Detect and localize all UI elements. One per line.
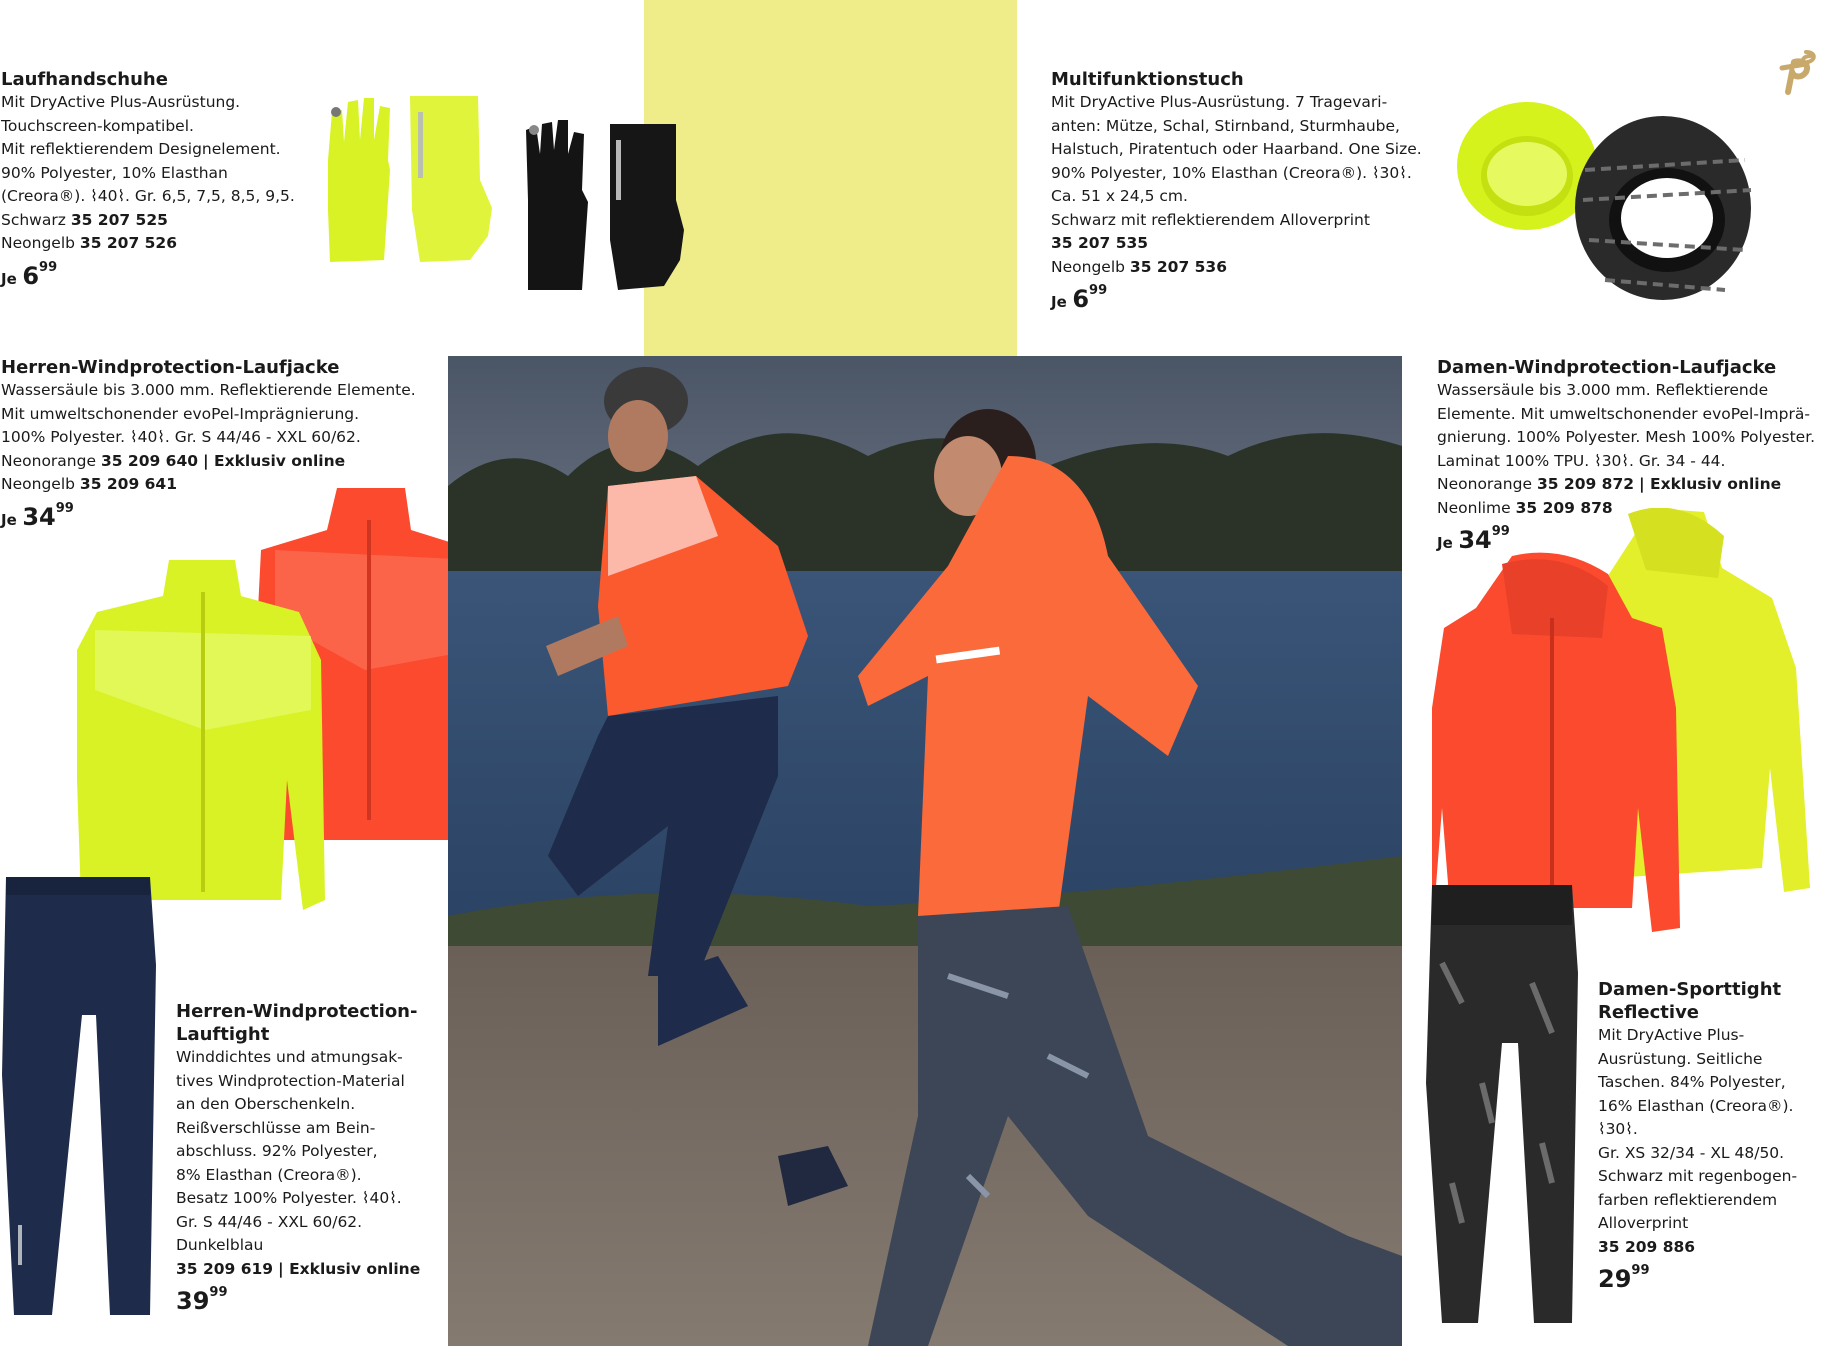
scarf-info: [1051, 68, 1431, 313]
women-tight-price: $29^{99}$: [1598, 1263, 1650, 1293]
men-tight-line: Besatz 100% Polyester. ⌇40⌇.: [176, 1189, 402, 1207]
scarf-line: Schwarz mit reflektierendem Alloverprint: [1051, 210, 1370, 229]
gloves-variant-schwarz: Schwarz 35 207 525: [1, 210, 168, 229]
women-jacket-line: Elemente. Mit umweltschonender evoPel-Imprä-: [1437, 404, 1810, 423]
scarf-line: Ca. 51 x 24,5 cm.: [1051, 187, 1188, 205]
article-number: 35 209 878: [1515, 498, 1613, 517]
gloves-info: [1, 68, 301, 290]
gloves-line: Mit reflektierendem Designelement.: [1, 140, 281, 158]
women-jacket-title: Damen-Windprotection-Laufjacke: [1437, 357, 1777, 378]
scarf-line: Mit DryActive Plus-Ausrüstung. 7 Tragevari-: [1051, 93, 1388, 111]
men-tight-line: Reißverschlüsse am Bein-: [176, 1118, 376, 1137]
men-jacket-line: Mit umweltschonender evoPel-Imprägnierung.: [1, 404, 360, 423]
men-tight-line: Dunkelblau: [176, 1236, 264, 1254]
article-number: 35 209 640: [100, 451, 199, 470]
runners-photo: [448, 356, 1402, 1346]
women-tight-line: farben reflektierendem: [1598, 1190, 1778, 1209]
women-tight-line: 16% Elasthan (Creora®). ⌇30⌇.: [1598, 1096, 1794, 1138]
men-tight-price: $39^{99}$: [176, 1285, 228, 1315]
gloves-price: Je $6^{99}$: [1, 259, 58, 290]
gloves-variant-neongelb: Neongelb 35 207 526: [1, 234, 177, 252]
article-number: 35 207 535: [1051, 234, 1149, 252]
article-number: 35 209 619: [176, 1259, 274, 1278]
women-tight-line: Mit DryActive Plus-: [1598, 1026, 1745, 1044]
men-jacket-variant-neongelb: Neongelb 35 209 641: [1, 475, 177, 493]
gloves-line: (Creora®). ⌇40⌇. Gr. 6,5, 7,5, 8,5, 9,5.: [1, 187, 295, 205]
men-jacket-title: Herren-Windprotection-Laufjacke: [1, 357, 340, 378]
men-jacket-line: Wassersäule bis 3.000 mm. Reflektierende Elemente.: [1, 381, 416, 399]
women-jacket-line: Laminat 100% TPU. ⌇30⌇. Gr. 34 - 44.: [1437, 451, 1726, 470]
men-jacket-price: Je $34^{99}$: [1, 500, 74, 531]
men-tight-line: tives Windprotection-Material: [176, 1071, 405, 1090]
scarf-line: anten: Mütze, Schal, Stirnband, Sturmhaube,: [1051, 116, 1400, 135]
gloves-line: 90% Polyester, 10% Elasthan: [1, 163, 228, 182]
men-tight-image: [0, 875, 160, 1315]
men-tight-line: an den Oberschenkeln.: [176, 1095, 356, 1113]
women-tight-title: Damen-Sporttight Reflective: [1598, 979, 1782, 1023]
gloves-line: Touchscreen-kompatibel.: [1, 116, 194, 135]
yellow-accent-block: [644, 0, 1017, 356]
men-tight-info: [176, 1000, 446, 1315]
men-jacket-line: 100% Polyester. ⌇40⌇. Gr. S 44/46 - XXL 60/62.: [1, 428, 361, 446]
women-jacket-variant-neonlime: Neonlime 35 209 878: [1437, 498, 1613, 517]
article-number: 35 209 872: [1536, 475, 1635, 493]
women-tight-line: Alloverprint: [1598, 1214, 1689, 1232]
men-tight-line: abschluss. 92% Polyester,: [176, 1142, 378, 1160]
scarf-price: Je $6^{99}$: [1051, 283, 1108, 313]
women-tight-line: Taschen. 84% Polyester,: [1598, 1073, 1786, 1091]
men-tight-title: Herren-Windprotection- Lauftight: [176, 1001, 418, 1045]
gloves-title: Laufhandschuhe: [1, 69, 168, 90]
men-tight-line: Winddichtes und atmungsak-: [176, 1048, 403, 1066]
scarf-variant-neongelb: Neongelb 35 207 536: [1051, 257, 1227, 276]
article-number: 35 207 526: [79, 234, 177, 252]
article-number: 35 207 536: [1129, 257, 1227, 276]
scarf-title: Multifunktionstuch: [1051, 69, 1244, 90]
women-tight-info: [1598, 978, 1833, 1293]
scarf-image: [1455, 90, 1790, 315]
article-number: 35 207 525: [70, 210, 168, 229]
women-jacket-variant-neonorange: Neonorange 35 209 872 | Exklusiv online: [1437, 475, 1782, 493]
men-jacket-image: [75, 480, 505, 920]
gloves-image: [320, 90, 690, 300]
scarf-line: Halstuch, Piratentuch oder Haarband. One Size.: [1051, 140, 1422, 158]
women-tight-line: Gr. XS 32/34 - XL 48/50.: [1598, 1143, 1785, 1162]
men-tight-article: 35 209 619 | Exklusiv online: [176, 1259, 421, 1278]
article-number: 35 209 641: [79, 475, 177, 493]
women-jacket-line: Wassersäule bis 3.000 mm. Reflektierende: [1437, 381, 1769, 399]
men-jacket-variant-neonorange: Neonorange 35 209 640 | Exklusiv online: [1, 451, 346, 470]
men-tight-line: Gr. S 44/46 - XXL 60/62.: [176, 1212, 363, 1231]
scarf-line: 90% Polyester, 10% Elasthan (Creora®). ⌇30⌇.: [1051, 163, 1412, 182]
men-tight-line: 8% Elasthan (Creora®).: [176, 1165, 362, 1184]
article-number: 35 209 886: [1598, 1237, 1696, 1256]
women-jacket-price: Je $34^{99}$: [1437, 524, 1510, 554]
women-jacket-image: [1432, 508, 1832, 938]
women-jacket-line: gnierung. 100% Polyester. Mesh 100% Polyester.: [1437, 428, 1816, 446]
gloves-line: Mit DryActive Plus-Ausrüstung.: [1, 93, 241, 111]
women-tight-line: Ausrüstung. Seitliche: [1598, 1049, 1763, 1068]
women-tight-line: Schwarz mit regenbogen-: [1598, 1167, 1798, 1185]
women-tight-image: [1422, 883, 1582, 1328]
